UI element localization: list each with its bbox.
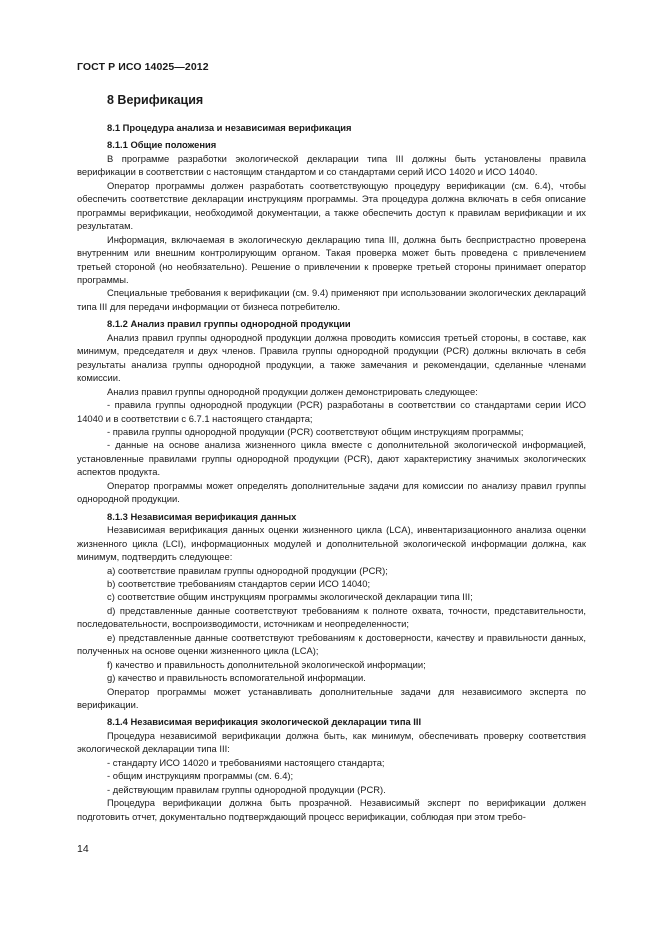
list-item: c) соответствие общим инструкциям программы экологической декларации типа III; bbox=[107, 591, 473, 603]
list-item: f) качество и правильность дополнительной экологической информации; bbox=[107, 658, 426, 670]
list-item: - данные на основе анализа жизненного цикла вместе с дополнительной экологической информацией, установленные правилами группы однородной продукции (PCR), дают характеристику значимых экологических аспектов продукта. bbox=[77, 439, 586, 478]
clause-title-8-1-1: 8.1.1 Общие положения bbox=[107, 139, 217, 151]
list-item: - действующим правилам группы однородной продукции (PCR). bbox=[107, 783, 386, 795]
list-item: - стандарту ИСО 14020 и требованиями настоящего стандарта; bbox=[107, 756, 385, 768]
list-item: - правила группы однородной продукции (PCR) разработаны в соответствии со стандартами серии ИСО 14040 и в соответствии с 6.7.1 настоящего стандарта; bbox=[77, 399, 586, 424]
clause-title-8-1-4: 8.1.4 Независимая верификация экологической декларации типа III bbox=[107, 716, 422, 728]
paragraph: Информация, включаемая в экологическую декларацию типа III, должна быть беспристрастно проверена внутренним или внешним контролирующим органом. Такая проверка может быть проведена с привлечением третьей стороной (но необязательно). Решение о привлечении к проверке третьей стороны принимает оператор программы. bbox=[77, 233, 586, 285]
paragraph: Процедура верификации должна быть прозрачной. Независимый эксперт по верификации должен подготовить отчет, документально подтверждающий процесс верификации, соблюдая при этом требо- bbox=[77, 797, 586, 822]
page-number: 14 bbox=[77, 843, 89, 855]
paragraph: Независимая верификация данных оценки жизненного цикла (LCA), инвентаризационного анализа оценки жизненного цикла (LCI), информационных модулей и дополнительной экологической информации должна, как минимум, подтвердить следующее: bbox=[77, 524, 586, 563]
list-item: g) качество и правильность вспомогательной информации. bbox=[107, 672, 366, 684]
page-body bbox=[77, 121, 586, 823]
subsection-title-8-1: 8.1 Процедура анализа и независимая верификация bbox=[107, 122, 352, 133]
clause-title-8-1-3: 8.1.3 Независимая верификация данных bbox=[107, 510, 297, 522]
paragraph: В программе разработки экологической декларации типа III должны быть установлены правила верификации в соответствии с настоящим стандартом и со стандартами серий ИСО 14020 и ИСО 14040. bbox=[77, 152, 586, 178]
paragraph: Анализ правил группы однородной продукции должна проводить комиссия третьей стороны, в составе, как минимум, председателя и двух членов. Правила группы однородной продукции (PCR) должны включать в себя результаты анализа группы однородной продукции, а также замечания и рекомендации, сделанные членами комиссии. bbox=[77, 331, 586, 384]
paragraph: Анализ правил группы однородной продукции должен демонстрировать следующее: bbox=[107, 385, 478, 397]
paragraph: Оператор программы может определять дополнительные задачи для комиссии по анализу правил группы однородной продукции. bbox=[77, 479, 586, 505]
paragraph: Процедура независимой верификации должна быть, как минимум, обеспечивать проверку соответствия экологической декларации типа III: bbox=[77, 729, 586, 755]
paragraph: Оператор программы может устанавливать дополнительные задачи для независимого эксперта по верификации. bbox=[77, 685, 586, 711]
standard-designation: ГОСТ Р ИСО 14025—2012 bbox=[77, 61, 209, 73]
paragraph: Специальные требования к верификации (см. 9.4) применяют при использовании экологических деклараций типа III для передачи информации от бизнеса потребителю. bbox=[77, 287, 586, 312]
paragraph: Оператор программы должен разработать соответствующую процедуру верификации (см. 6.4), чтобы обеспечить соответствие декларации инструкциям программы. Эта процедура должна включать в себя описание программы верификации, необходимой документации, а также обеспечить доступ к правилам верификации и их результатам. bbox=[77, 179, 586, 232]
section-title: 8 Верификация bbox=[107, 93, 204, 107]
clause-title-8-1-2: 8.1.2 Анализ правил группы однородной продукции bbox=[107, 318, 351, 330]
list-item: b) соответствие требованиям стандартов серии ИСО 14040; bbox=[107, 577, 371, 589]
list-item: a) соответствие правилам группы однородной продукции (PCR); bbox=[107, 564, 388, 576]
list-item: d) представленные данные соответствуют требованиям к полноте охвата, точности, представительности, последовательности, воспроизводимости, источникам и неопределенности; bbox=[77, 604, 586, 630]
list-item: e) представленные данные соответствуют требованиям к достоверности, качеству и правильности данных, полученных на основе оценки жизненного цикла (LCA); bbox=[77, 631, 586, 657]
list-item: - правила группы однородной продукции (PCR) соответствуют общим инструкциям программы; bbox=[107, 425, 524, 437]
list-item: - общим инструкциям программы (см. 6.4); bbox=[107, 770, 294, 782]
